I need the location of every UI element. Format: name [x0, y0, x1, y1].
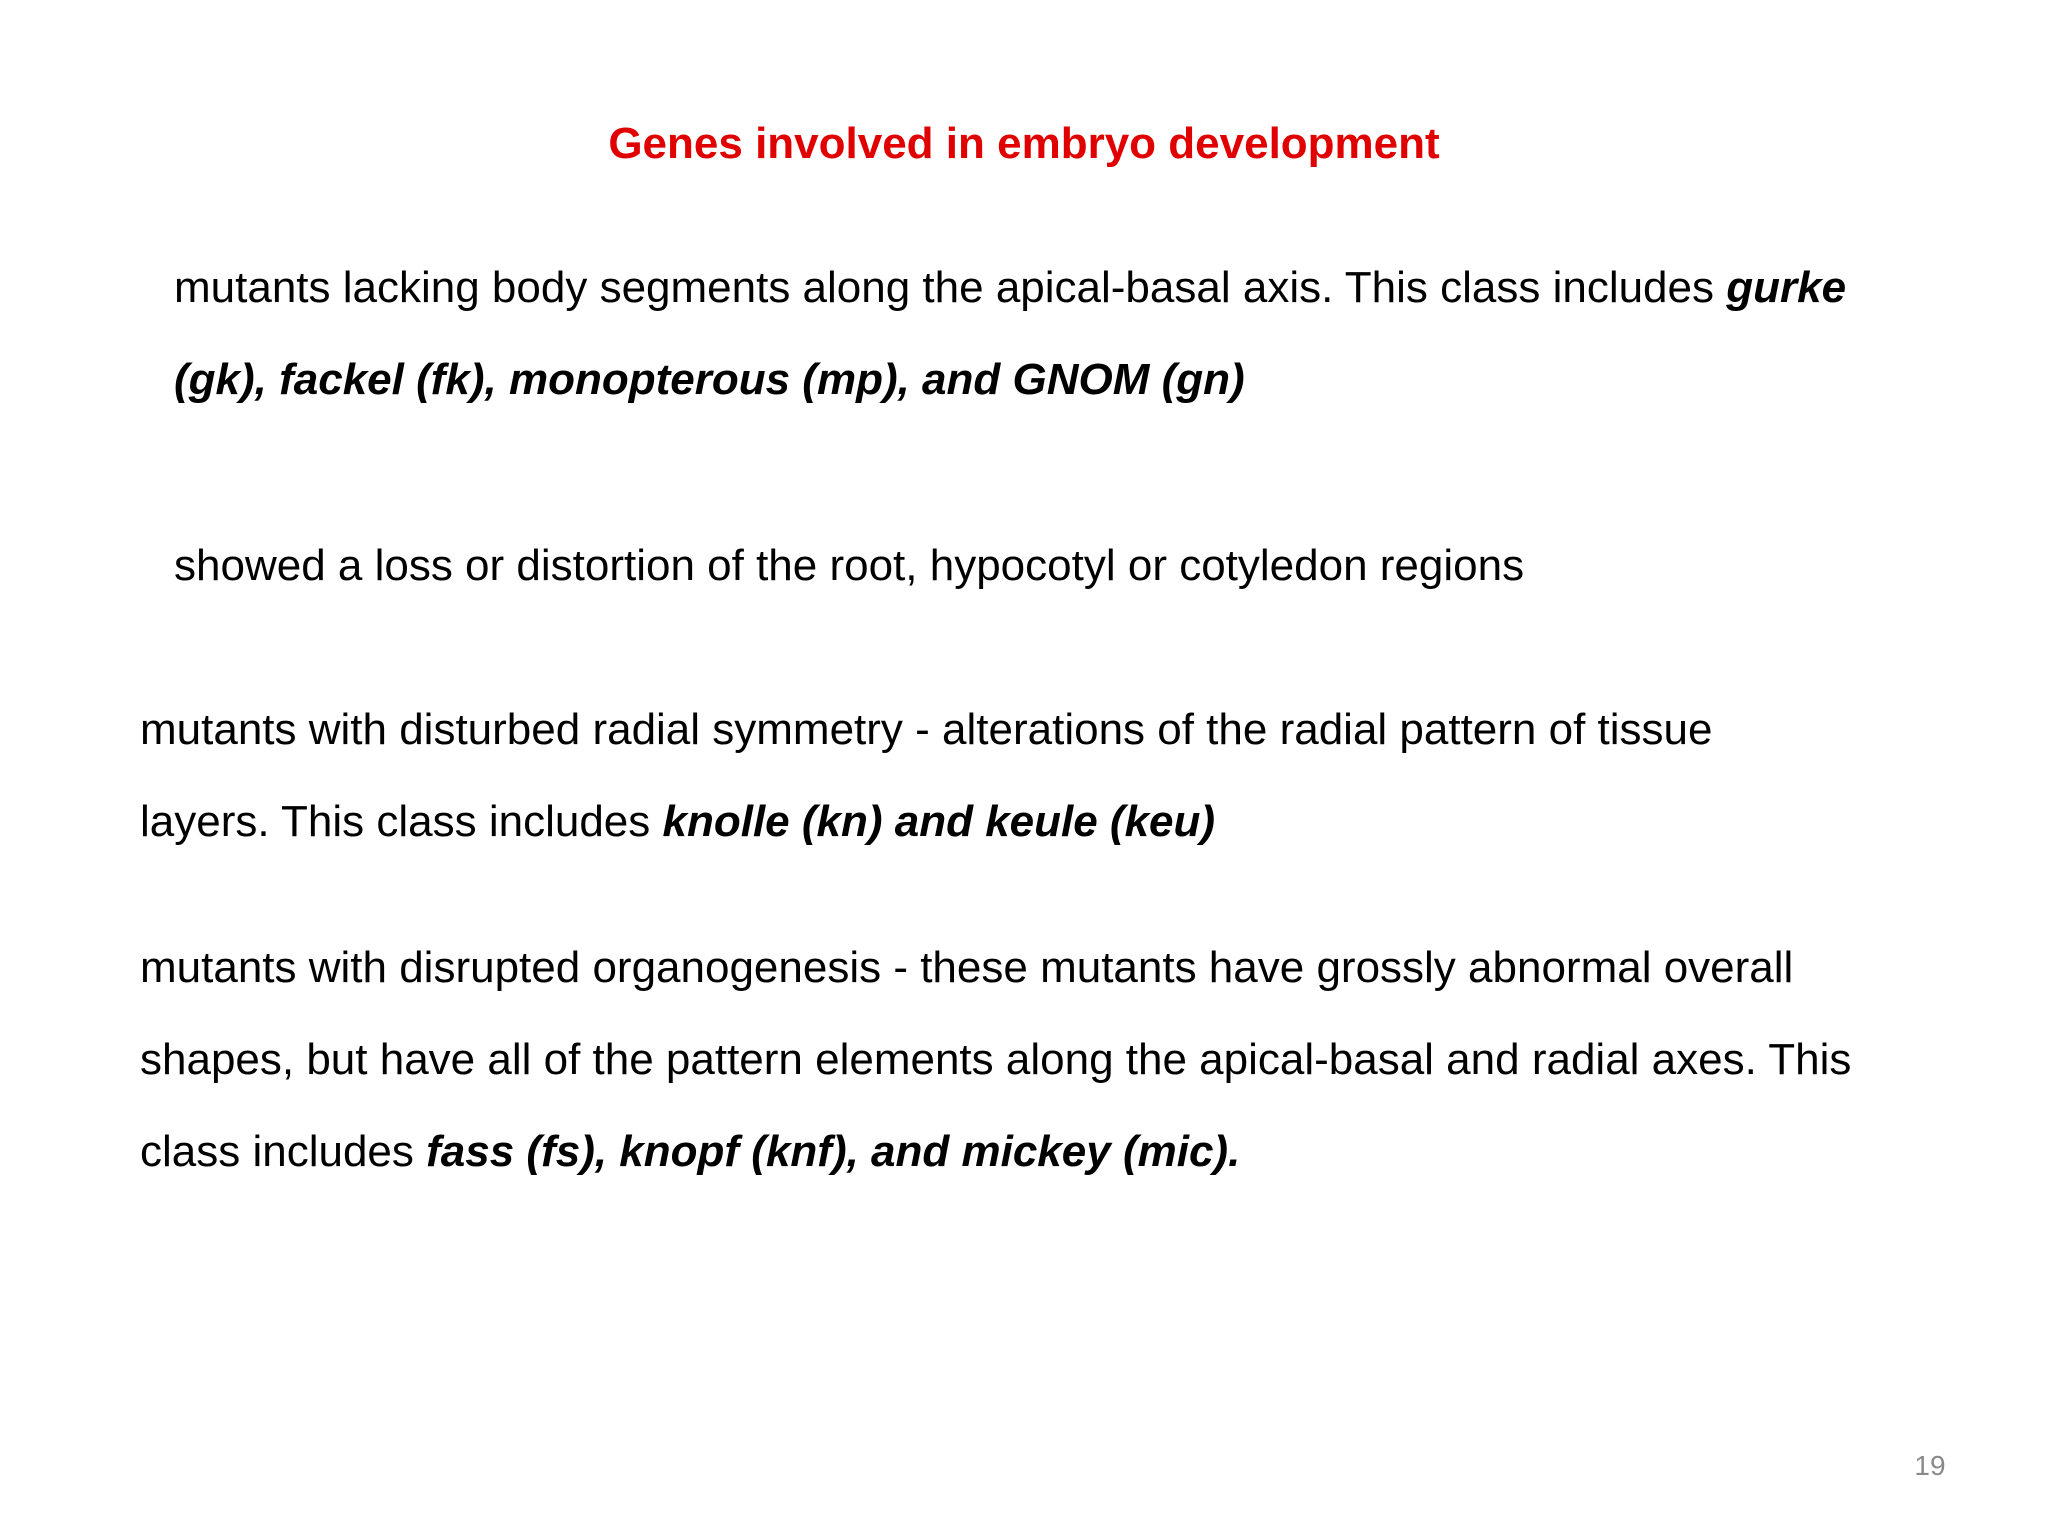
paragraph-1-line-1 — [174, 258, 1846, 318]
paragraph-3-line-2-text: layers. This class includes — [140, 797, 663, 846]
gene-names-list-3: fass (fs), knopf (knf), and mickey (mic). — [426, 1127, 1241, 1176]
paragraph-3-line-1-text: mutants with disturbed radial symmetry - alterations of the radial pattern of tissue — [140, 705, 1713, 754]
paragraph-4-line-3-text: class includes — [140, 1127, 427, 1176]
gene-names-list-2: knolle (kn) and keule (keu) — [662, 797, 1216, 846]
slide-title: Genes involved in embryo development — [608, 119, 1440, 168]
gene-name-gurke: gurke — [1726, 263, 1847, 312]
paragraph-2-line-1-text: showed a loss or distortion of the root, hypocotyl or cotyledon regions — [174, 541, 1525, 590]
page-number: 19 — [1914, 1450, 1946, 1481]
paragraph-4-line-3 — [140, 1122, 1240, 1182]
paragraph-4-line-2-text: shapes, but have all of the pattern elements along the apical-basal and radial axes. This — [140, 1035, 1852, 1084]
paragraph-2-line-1 — [174, 536, 1524, 596]
paragraph-4-line-1-text: mutants with disrupted organogenesis - these mutants have grossly abnormal overall — [140, 943, 1794, 992]
paragraph-3-line-1 — [140, 700, 1712, 760]
paragraph-1-line-2 — [174, 350, 1245, 410]
gene-names-list-1: (gk), fackel (fk), monopterous (mp), and GNOM (gn) — [174, 355, 1245, 404]
paragraph-4-line-1 — [140, 938, 1793, 998]
paragraph-4-line-2 — [140, 1030, 1851, 1090]
paragraph-3-line-2 — [140, 792, 1215, 852]
paragraph-1-line-1-text: mutants lacking body segments along the apical-basal axis. This class includes — [174, 263, 1727, 312]
